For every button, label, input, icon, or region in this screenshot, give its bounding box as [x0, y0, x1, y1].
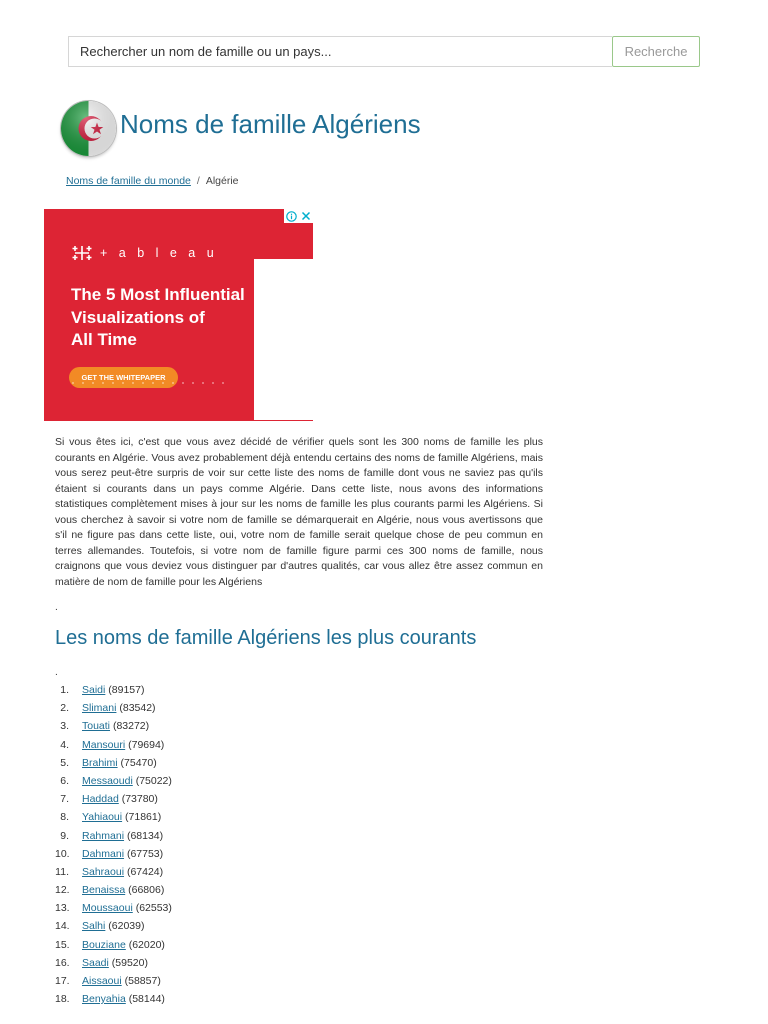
surname-link[interactable]: Benaissa — [82, 884, 126, 897]
surname-rank: 2. — [60, 702, 69, 715]
surname-link[interactable]: Moussaoui — [82, 902, 133, 915]
surname-link[interactable]: Mansouri — [82, 738, 126, 751]
ad-bottom-line — [254, 420, 313, 421]
surname-count: (75470) — [120, 756, 157, 769]
list-item — [55, 936, 172, 954]
surname-list — [55, 681, 172, 1008]
surname-rank: 12. — [55, 884, 70, 897]
list-item — [55, 772, 172, 790]
surname-rank: 13. — [55, 902, 70, 915]
surname-rank: 10. — [55, 847, 70, 860]
list-item — [55, 845, 172, 863]
surname-rank: 14. — [55, 920, 70, 933]
surname-count: (62039) — [108, 920, 145, 933]
list-item — [55, 736, 172, 754]
list-item — [55, 754, 172, 772]
list-item — [55, 717, 172, 735]
breadcrumb — [66, 175, 239, 187]
ad-choices[interactable] — [284, 209, 313, 223]
section-leading-dot: . — [55, 667, 58, 678]
surname-count: (67424) — [126, 865, 164, 878]
list-item — [55, 899, 172, 917]
section-title: Les noms de famille Algériens les plus courants — [55, 627, 477, 649]
surname-link[interactable]: Bouziane — [82, 938, 126, 951]
surname-rank: 11. — [55, 865, 69, 878]
breadcrumb-separator: / — [196, 175, 200, 187]
intro-trailing-dot: . — [55, 602, 58, 613]
surname-count: (62020) — [128, 938, 165, 951]
surname-link[interactable]: Messaoudi — [82, 774, 133, 787]
surname-link[interactable]: Saadi — [82, 956, 109, 969]
ad-cta-button[interactable]: GET THE WHITEPAPER — [69, 367, 178, 388]
surname-count: (58857) — [124, 975, 161, 987]
list-item — [55, 681, 172, 699]
list-item — [55, 917, 172, 935]
surname-count: (75022) — [135, 774, 172, 787]
surname-count: (58144) — [128, 993, 165, 1006]
surname-link[interactable]: Benyahia — [82, 993, 126, 1006]
ad-close-icon[interactable] — [301, 211, 311, 221]
list-item — [55, 881, 172, 899]
surname-link[interactable]: Touati — [82, 720, 111, 733]
surname-link[interactable]: Salhi — [82, 920, 106, 933]
list-item — [55, 990, 172, 1008]
tableau-wordmark: + a b l e a u — [100, 246, 218, 260]
surname-link[interactable]: Yahiaoui — [82, 811, 123, 824]
ad-decoration-dots — [72, 382, 224, 384]
surname-count: (79694) — [128, 738, 165, 751]
surname-rank: 3. — [60, 720, 69, 733]
surname-rank: 16. — [55, 956, 70, 969]
surname-rank: 4. — [60, 738, 69, 751]
ad-headline: The 5 Most Influential Visualizations of All Time — [71, 285, 245, 349]
surname-link[interactable]: Brahimi — [82, 756, 118, 769]
search-bar — [68, 36, 700, 67]
surname-count: (89157) — [108, 684, 145, 696]
surname-rank: 18. — [55, 993, 70, 1006]
ad-white-block — [254, 259, 313, 420]
surname-count: (83272) — [112, 720, 150, 733]
surname-rank: 6. — [60, 774, 69, 787]
surname-count: (68134) — [126, 829, 164, 842]
list-item — [55, 954, 172, 972]
surname-rank: 17. — [55, 975, 70, 987]
surname-link[interactable]: Rahmani — [82, 829, 125, 842]
surname-count: (71861) — [125, 811, 162, 824]
breadcrumb-home-link[interactable]: Noms de famille du monde — [66, 175, 191, 187]
list-item — [55, 863, 172, 881]
list-item — [55, 808, 172, 826]
adchoices-info-icon[interactable] — [286, 211, 297, 222]
surname-count: (59520) — [111, 956, 148, 969]
surname-link[interactable]: Haddad — [82, 793, 119, 806]
surname-count: (67753) — [126, 847, 164, 860]
surname-rank: 1. — [60, 684, 69, 696]
surname-count: (66806) — [128, 884, 165, 897]
advertisement-banner[interactable] — [44, 209, 313, 421]
surname-link[interactable]: Saidi — [82, 684, 106, 696]
list-item — [55, 699, 172, 717]
surname-link[interactable]: Sahraoui — [82, 865, 125, 878]
list-item — [55, 972, 172, 990]
surname-rank: 5. — [60, 756, 69, 769]
surname-rank: 9. — [60, 829, 69, 842]
surname-count: (62553) — [135, 902, 172, 915]
list-item — [55, 827, 172, 845]
surname-link[interactable]: Slimani — [82, 702, 117, 715]
page-title: Noms de famille Algériens — [120, 109, 421, 139]
tableau-logo — [71, 242, 218, 264]
algeria-flag-icon — [61, 101, 116, 156]
surname-rank: 8. — [60, 811, 69, 824]
search-button[interactable]: Recherche — [612, 36, 700, 67]
surname-rank: 15. — [55, 938, 70, 951]
surname-link[interactable]: Aissaoui — [82, 975, 122, 987]
tableau-mark-icon — [71, 242, 93, 264]
surname-count: (83542) — [119, 702, 156, 715]
surname-link[interactable]: Dahmani — [82, 847, 125, 860]
search-input[interactable] — [68, 36, 612, 67]
list-item — [55, 790, 172, 808]
breadcrumb-current: Algérie — [205, 175, 239, 187]
surname-rank: 7. — [60, 793, 69, 806]
intro-paragraph: Si vous êtes ici, c'est que vous avez décidé de vérifier quels sont les 300 noms de famille les plus courants en Algérie. Vous avez probablement déjà entendu certains des noms de famille Algériens, mais vous serez peut-être surpris de voir sur cette liste des noms de famille dont vous ne saviez pas qu'ils étaient si courants dans un pays comme Algérie. Dans cette liste, nous avons des informations statistiques complètement mises à jour sur les noms de famille les plus courants parmi les Algériens. Si vous cherchez à savoir si votre nom de famille se démarquerait en Algérie, nous vous avertissons que s'il ne figure pas dans cette liste, oui, votre nom de famille serait quelque chose de peu commun en terres allemandes. Toutefois, si votre nom de famille figure parmi ces 300 noms de famille, nous craignons que vous deviez vous distinguer par d'autres qualités, car vous allez être assez commun en matière de nom de famille pour les Algériens — [55, 436, 543, 588]
surname-count: (73780) — [121, 793, 158, 806]
